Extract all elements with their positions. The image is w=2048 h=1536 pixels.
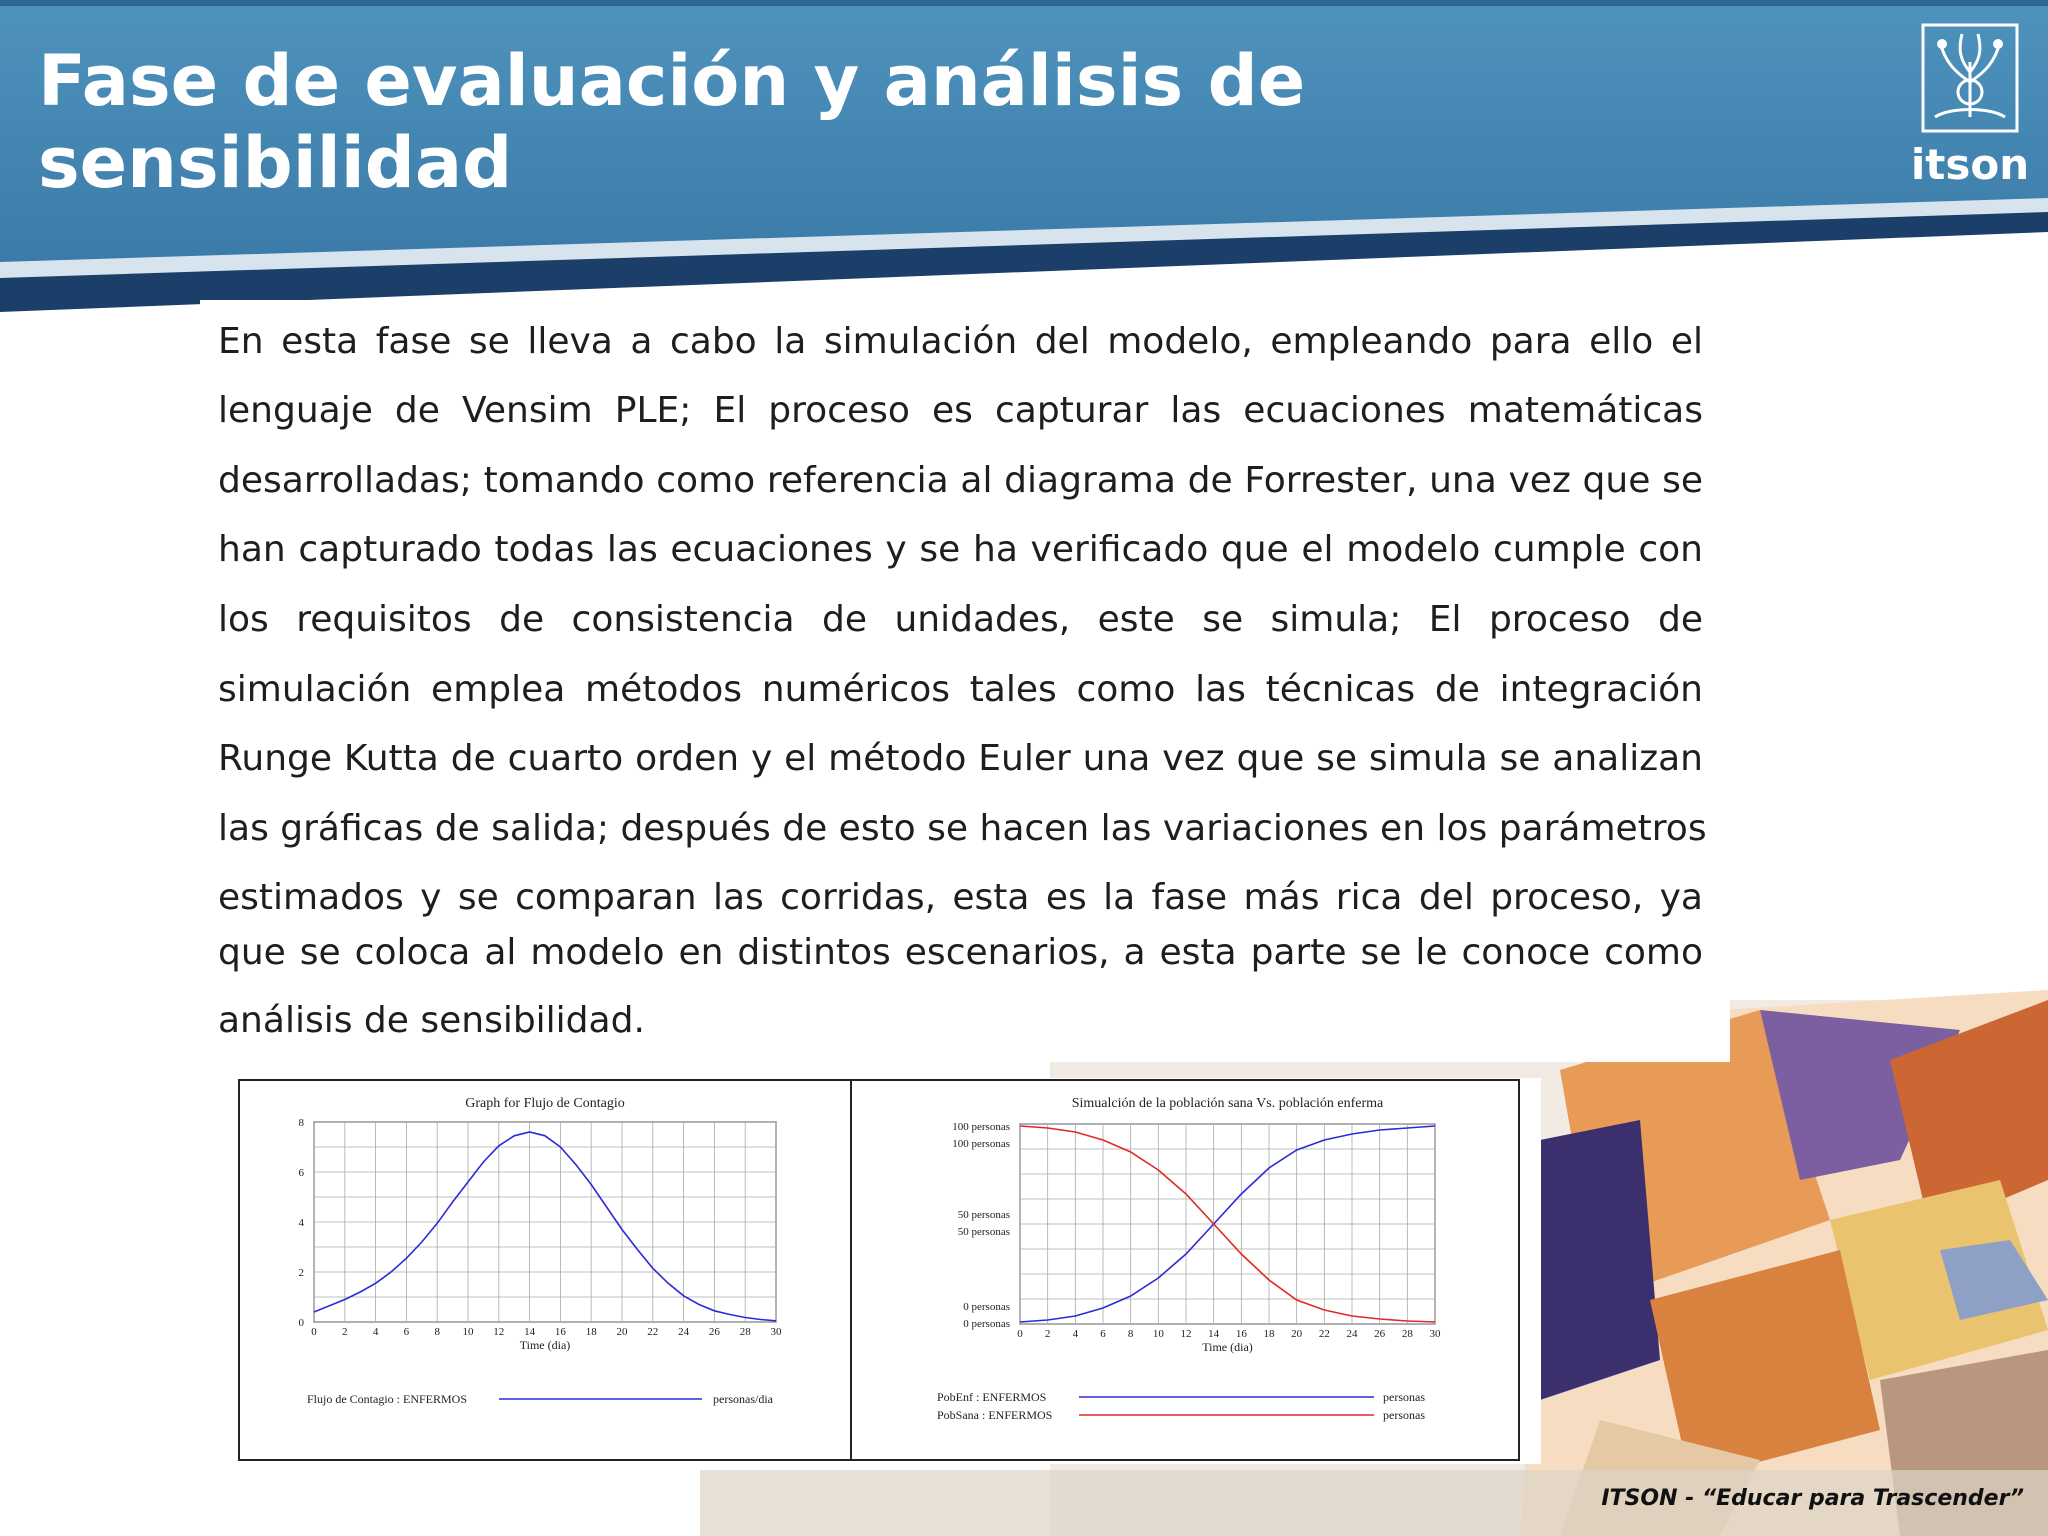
itson-logo-icon: [1920, 22, 2020, 134]
chart1-x-tick-label: 10: [462, 1326, 474, 1338]
chart2-x-tick-label: 8: [1127, 1328, 1134, 1340]
chart1-x-tick-label: 18: [585, 1326, 597, 1338]
chart2-y-tick-label: 50 personas: [957, 1209, 1010, 1221]
chart1-legend-label-1: Flujo de Contagio : ENFERMOS: [307, 1392, 468, 1406]
chart1-x-tick-label: 22: [647, 1326, 659, 1338]
body-line-3: desarrolladas; tomando como referencia al diagrama de Forrester, una vez que se: [218, 460, 1703, 501]
chart1-y-tick-label: 6: [298, 1167, 304, 1179]
chart2-x-tick-label: 10: [1152, 1328, 1164, 1340]
chart1-title: Graph for Flujo de Contagio: [465, 1096, 625, 1111]
chart1-x-tick-label: 2: [342, 1326, 348, 1338]
body-line-4: han capturado todas las ecuaciones y se ha verificado que el modelo cumple con: [218, 529, 1703, 570]
chart1-x-tick-label: 6: [403, 1326, 410, 1338]
chart1-x-tick-label: 16: [554, 1326, 566, 1338]
body-line-2: lenguaje de Vensim PLE; El proceso es capturar las ecuaciones matemáticas: [218, 390, 1703, 431]
body-line-10: que se coloca al modelo en distintos escenarios, a esta parte se le conoce como: [218, 932, 1703, 973]
body-line-7: Runge Kutta de cuarto orden y el método Euler una vez que se simula se analizan: [218, 738, 1703, 779]
slide-title: [38, 40, 1538, 204]
body-line-6: simulación emplea métodos numéricos tales como las técnicas de integración: [218, 669, 1703, 710]
chart2-x-tick-label: 30: [1429, 1328, 1441, 1340]
chart2-x-tick-label: 22: [1318, 1328, 1330, 1340]
chart1-x-tick-label: 4: [372, 1326, 379, 1338]
chart2-x-tick-label: 6: [1100, 1328, 1106, 1340]
chart2-x-tick-label: 28: [1401, 1328, 1413, 1340]
chart2-x-tick-label: 4: [1072, 1328, 1079, 1340]
chart1-y-tick-label: 8: [298, 1117, 304, 1129]
chart2-x-tick-label: 26: [1374, 1328, 1386, 1340]
chart2-x-tick-label: 0: [1017, 1328, 1023, 1340]
chart1-x-tick-label: 26: [708, 1326, 720, 1338]
chart1-y-tick-label: 2: [298, 1267, 304, 1279]
chart2-x-axis-label: Time (dia): [1202, 1340, 1253, 1354]
title-line-1: Fase de evaluación y análisis de: [38, 40, 1306, 122]
charts-figure: [237, 1078, 1541, 1464]
chart2-title: Simualción de la población sana Vs. población enferma: [1071, 1096, 1384, 1111]
chart1-x-tick-label: 30: [770, 1326, 782, 1338]
chart2-y-tick-label: 0 personas: [963, 1301, 1010, 1313]
body-line-8: las gráficas de salida; después de esto se hacen las variaciones en los parámetros: [218, 808, 1707, 849]
chart1-y-tick-label: 0: [298, 1317, 304, 1329]
body-line-9: estimados y se comparan las corridas, esta es la fase más rica del proceso, ya: [218, 877, 1703, 918]
chart2-x-tick-label: 16: [1235, 1328, 1247, 1340]
logo-text: itson: [1910, 140, 2030, 189]
chart2-y-tick-label: 50 personas: [957, 1226, 1010, 1238]
chart2-legend-unit-1: personas: [1383, 1390, 1425, 1404]
chart2-x-tick-label: 2: [1044, 1328, 1051, 1340]
chart1-x-tick-label: 8: [434, 1326, 440, 1338]
chart2-x-tick-label: 14: [1208, 1328, 1220, 1340]
chart2-x-tick-label: 12: [1180, 1328, 1192, 1340]
chart2-y-tick-label: 100 personas: [952, 1138, 1010, 1150]
chart2-x-tick-label: 18: [1263, 1328, 1275, 1340]
chart2-y-tick-label: 0 personas: [963, 1318, 1010, 1330]
chart1-legend-unit-1: personas/dia: [713, 1392, 773, 1406]
chart1-x-tick-label: 0: [311, 1326, 317, 1338]
body-line-5: los requisitos de consistencia de unidades, este se simula; El proceso de: [218, 599, 1703, 640]
footer-slogan: ITSON - “Educar para Trascender”: [1601, 1486, 2024, 1511]
body-line-1: En esta fase se lleva a cabo la simulación del modelo, empleando para ello el: [218, 321, 1703, 362]
chart1-x-tick-label: 14: [524, 1326, 536, 1338]
chart2-legend-unit-2: personas: [1383, 1408, 1425, 1422]
chart2-legend-label-1: PobEnf : ENFERMOS: [937, 1390, 1047, 1404]
chart2-x-tick-label: 24: [1346, 1328, 1358, 1340]
chart1-y-tick-label: 4: [298, 1217, 304, 1229]
title-line-2: sensibilidad: [38, 122, 513, 204]
chart2-x-tick-label: 20: [1291, 1328, 1303, 1340]
chart1-x-axis-label: Time (dia): [519, 1338, 571, 1352]
chart2-legend-label-2: PobSana : ENFERMOS: [937, 1408, 1053, 1422]
chart1-x-tick-label: 28: [739, 1326, 751, 1338]
chart1-x-tick-label: 20: [616, 1326, 628, 1338]
chart1-x-tick-label: 24: [678, 1326, 690, 1338]
body-line-11: análisis de sensibilidad.: [218, 1000, 645, 1041]
chart2-y-tick-label: 100 personas: [952, 1121, 1010, 1133]
chart1-x-tick-label: 12: [493, 1326, 505, 1338]
